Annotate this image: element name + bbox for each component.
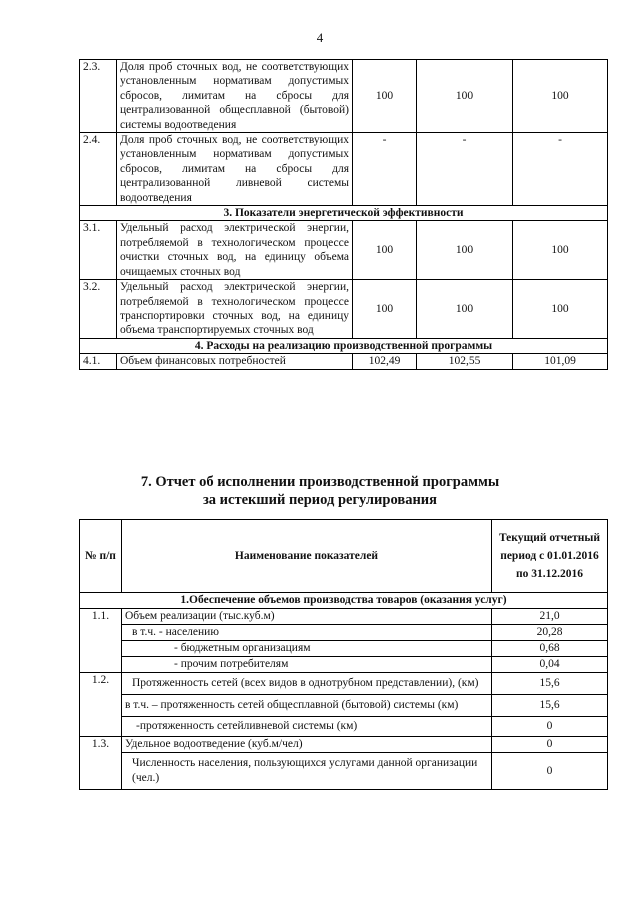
- row-number: 2.3.: [80, 60, 117, 133]
- row-number: 1.2.: [80, 673, 122, 737]
- header-period: Текущий отчетный период с 01.01.2016 по 31.12.2016: [492, 520, 608, 593]
- indicator-name: -протяженность сетейливневой системы (км): [122, 717, 492, 737]
- value-cell: 21,0: [492, 609, 608, 625]
- report-title: [0, 473, 640, 509]
- section-heading: 4. Расходы на реализацию производственной программы: [80, 338, 608, 353]
- value-cell: 100: [513, 280, 608, 339]
- value-cell: 0: [492, 737, 608, 753]
- report-title-line1: 7. Отчет об исполнении производственной программы: [140, 474, 500, 490]
- table-row: [80, 753, 608, 790]
- section-row: [80, 206, 608, 221]
- value-cell: 101,09: [513, 354, 608, 369]
- indicator-name: в т.ч. – протяженность сетей общесплавной (бытовой) системы (км): [122, 695, 492, 717]
- indicator-name: - бюджетным организациям: [122, 641, 492, 657]
- header-num: № п/п: [80, 520, 122, 593]
- table-row: [80, 673, 608, 695]
- report-title-line2: за истекший период регулирования: [202, 492, 438, 508]
- page-number: 4: [316, 30, 324, 45]
- row-number: 3.1.: [80, 221, 117, 280]
- indicator-name: Доля проб сточных вод, не соответствующих установленным нормативам допустимых сбросов, лимитам на сбросы для централизованной общесплавной (бытовой) системы водоотведения: [117, 60, 353, 133]
- value-cell: 100: [417, 280, 513, 339]
- table-row: [80, 609, 608, 625]
- indicator-name: Объем финансовых потребностей: [117, 354, 353, 369]
- indicator-name: Удельное водоотведение (куб.м/чел): [122, 737, 492, 753]
- value-cell: 0,68: [492, 641, 608, 657]
- value-cell: 15,6: [492, 673, 608, 695]
- table-row: [80, 737, 608, 753]
- value-cell: 100: [417, 221, 513, 280]
- section-heading: 1.Обеспечение объемов производства товаров (оказания услуг): [80, 593, 608, 609]
- table-row: [80, 133, 608, 206]
- indicator-name: Объем реализации (тыс.куб.м): [122, 609, 492, 625]
- table-row: [80, 221, 608, 280]
- value-cell: -: [417, 133, 513, 206]
- value-cell: 100: [513, 221, 608, 280]
- value-cell: 0,04: [492, 657, 608, 673]
- table-row: [80, 280, 608, 339]
- value-cell: -: [353, 133, 417, 206]
- value-cell: 0: [492, 753, 608, 790]
- value-cell: 0: [492, 717, 608, 737]
- table-row: [80, 354, 608, 369]
- value-cell: 100: [417, 60, 513, 133]
- indicator-name: в т.ч. - населению: [122, 625, 492, 641]
- value-cell: 100: [513, 60, 608, 133]
- table-row: [80, 625, 608, 641]
- section-row: [80, 593, 608, 609]
- indicator-name: - прочим потребителям: [122, 657, 492, 673]
- table-row: [80, 695, 608, 717]
- value-cell: 100: [353, 60, 417, 133]
- value-cell: 15,6: [492, 695, 608, 717]
- indicator-name: Удельный расход электрической энергии, потребляемой в технологическом процессе очистки сточных вод, на единицу объема очищаемых сточных вод: [117, 221, 353, 280]
- row-number: 2.4.: [80, 133, 117, 206]
- row-number: 3.2.: [80, 280, 117, 339]
- value-cell: 100: [353, 280, 417, 339]
- header-name: Наименование показателей: [122, 520, 492, 593]
- header-row: [80, 520, 608, 593]
- table-row: [80, 641, 608, 657]
- row-number: 4.1.: [80, 354, 117, 369]
- indicator-name: Доля проб сточных вод, не соответствующих установленным нормативам допустимых сбросов, лимитам на сбросы для централизованной ливневой системы водоотведения: [117, 133, 353, 206]
- indicator-name: Численность населения, пользующихся услугами данной организации (чел.): [122, 753, 492, 790]
- value-cell: 100: [353, 221, 417, 280]
- table-row: [80, 60, 608, 133]
- indicator-name: Протяженность сетей (всех видов в однотрубном представлении), (км): [122, 673, 492, 695]
- value-cell: 102,49: [353, 354, 417, 369]
- table-row: [80, 657, 608, 673]
- table-row: [80, 717, 608, 737]
- value-cell: -: [513, 133, 608, 206]
- value-cell: 20,28: [492, 625, 608, 641]
- section-heading: 3. Показатели энергетической эффективности: [80, 206, 608, 221]
- indicator-name: Удельный расход электрической энергии, потребляемой в технологическом процессе транспортировки сточных вод, на единицу объема транспортируемых сточных вод: [117, 280, 353, 339]
- row-number: 1.1.: [80, 609, 122, 673]
- row-number: 1.3.: [80, 737, 122, 790]
- indicators-table: [79, 59, 608, 370]
- report-table: [79, 519, 608, 790]
- section-row: [80, 338, 608, 353]
- value-cell: 102,55: [417, 354, 513, 369]
